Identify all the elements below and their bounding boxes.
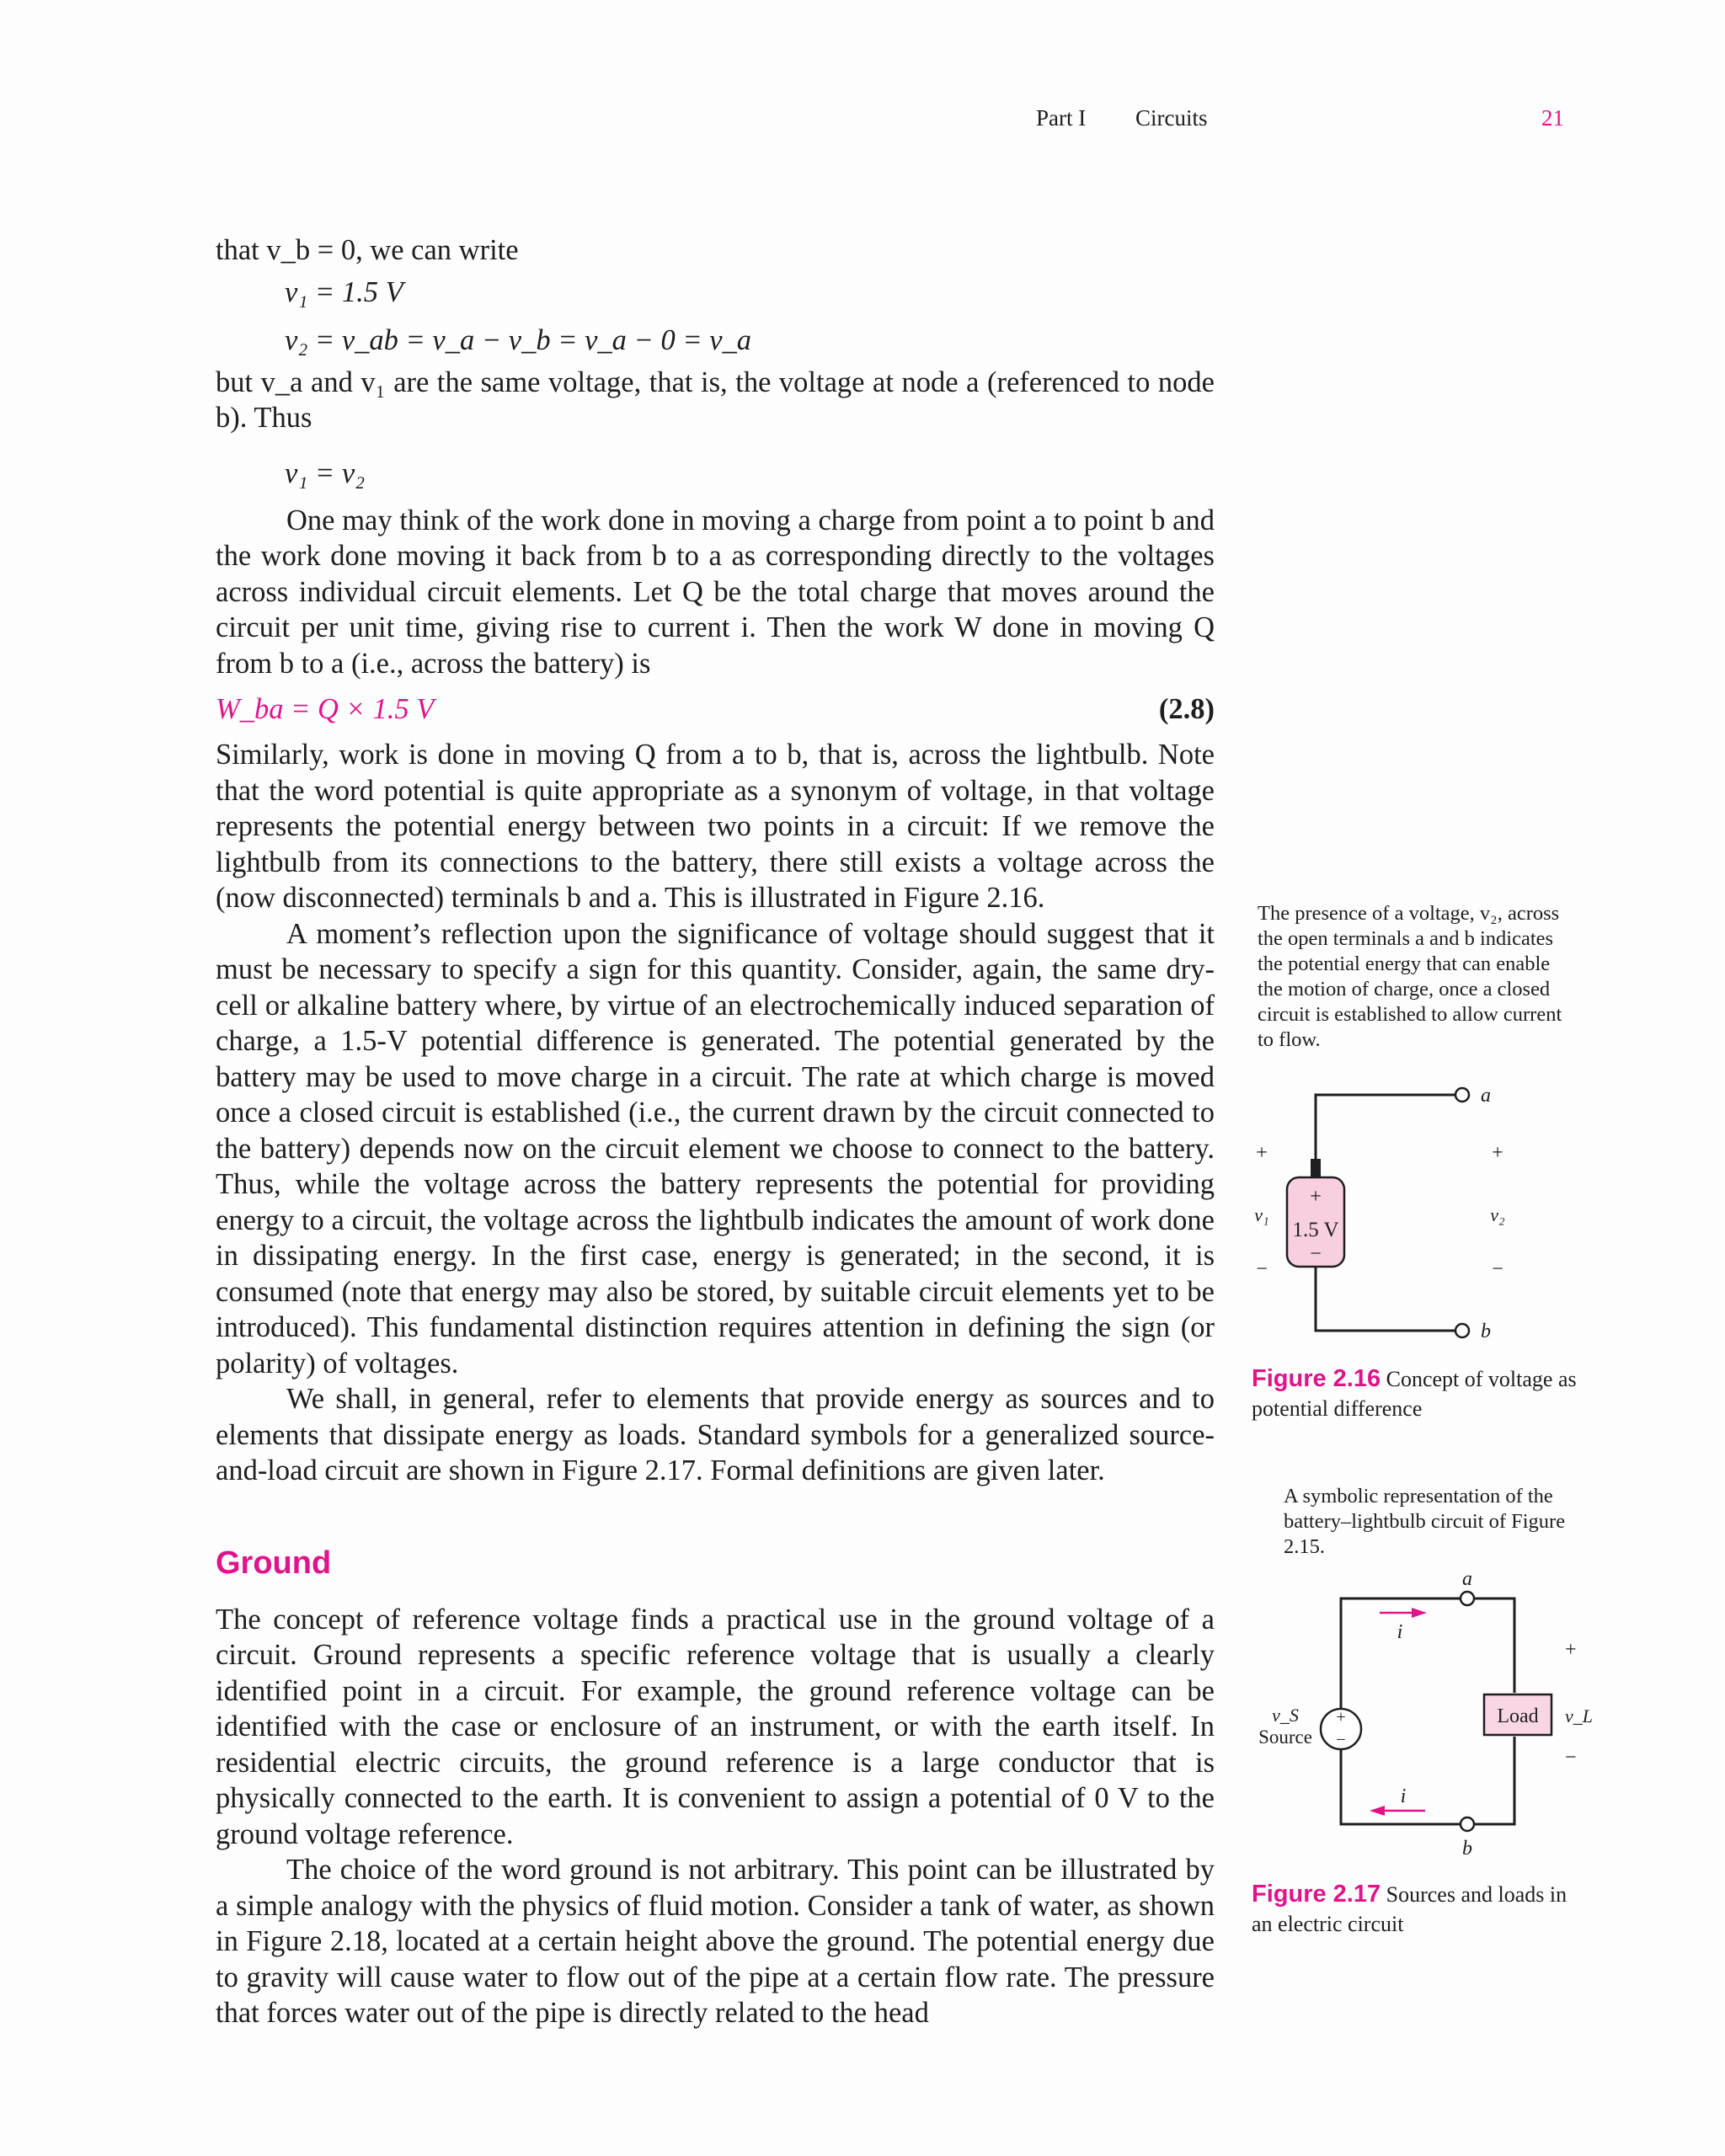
equation-block-2 [216, 450, 1215, 498]
v1-minus: − [1256, 1258, 1268, 1280]
paragraph-ground: The concept of reference voltage finds a practical use in the ground voltage of a circuit. Ground represents a specific reference voltage that is usually a clearly identified point in a circuit. For example, the ground reference voltage can be identified with the case or enclosure of an instrument, or with the earth itself. In residential electric circuits, the ground reference is a large conductor that is physically connected to the earth. It is convenient to assign a potential of 0 V to the ground voltage reference. [216, 1603, 1215, 1850]
v2-minus: − [1492, 1258, 1503, 1280]
source-symbol: v_S [1272, 1705, 1299, 1726]
equation-2-8 [216, 681, 1215, 737]
wire-bottom-right [1474, 1737, 1514, 1824]
figure-2-16-diagram [1238, 1070, 1617, 1356]
current-arrowhead-top [1412, 1608, 1427, 1618]
part-label: Part I [1036, 105, 1087, 131]
source-label: Source [1258, 1726, 1312, 1748]
current-arrowhead-bottom [1370, 1806, 1385, 1816]
battery-plus: + [1310, 1186, 1322, 1208]
node-b-circle [1461, 1817, 1474, 1831]
wire-bottom [1316, 1262, 1455, 1331]
figure-2-16-label: Figure 2.16 [1252, 1365, 1381, 1392]
load-voltage-plus: + [1565, 1639, 1577, 1661]
current-label-top: i [1397, 1621, 1403, 1643]
paragraph-moment: A moment’s reflection upon the significance of voltage should suggest that it must be necessary to specify a sign for this quantity. Consider, again, the same dry-cell or alkaline battery where, by virtue of an electrochemically induced separation of charge, a 1.5-V potential difference is generated. The potential generated by the battery may be used to move charge in a circuit. The rate at which charge is moved once a closed circuit is established (i.e., the current drawn by the circuit connected to the battery) depends now on the circuit element we choose to connect to the battery. Thus, while the voltage across the battery represents the potential for providing energy to a circuit, the voltage across the lightbulb indicates the amount of work done in dissipating energy. In the first case, energy is generated; in the second, it is consumed (note that energy may also be stored, by suitable circuit elements yet to be introduced). This fundamental distinction requires attention in defining the sign (or polarity) of voltages. [216, 917, 1215, 1380]
main-text-column [216, 232, 1215, 2031]
figure-2-17-diagram [1238, 1558, 1609, 1870]
v2-label: v₂ [1490, 1204, 1505, 1225]
terminal-b-circle [1455, 1324, 1469, 1337]
source-minus: − [1336, 1731, 1346, 1749]
page-number: 21 [1541, 105, 1564, 131]
paragraph-but: but v_a and v₁ are the same voltage, that is, the voltage at node a (referenced to node b). Thus [216, 366, 1215, 434]
side-note-figure-2-17: A symbolic representation of the battery–lightbulb circuit of Figure 2.15. [1284, 1485, 1566, 1558]
battery-minus: − [1310, 1243, 1322, 1265]
equation-block [216, 269, 1215, 365]
node-a-circle [1461, 1592, 1474, 1605]
figure-2-17-caption [1252, 1880, 1589, 1939]
paragraph-similarly: Similarly, work is done in moving Q from a to b, that is, across the lightbulb. Note that the word potential is quite appropriate as a synonym of voltage, in that voltage represents the potential energy between two points in a circuit: If we remove the lightbulb from its connections to the battery, there still exists a voltage across the (now disconnected) terminals b and a. This is illustrated in Figure 2.16. [216, 739, 1215, 914]
load-voltage-label: v_L [1565, 1705, 1593, 1726]
equation-work: W_ba = Q × 1.5 V [216, 692, 435, 725]
source-plus: + [1336, 1708, 1346, 1726]
running-head [1036, 105, 1207, 131]
figure-2-16-caption-text: Concept of voltage as potential difference [1252, 1367, 1577, 1421]
node-a-label: a [1462, 1568, 1472, 1590]
equation-v1: v₁ = 1.5 V [285, 275, 403, 308]
terminal-a-circle [1455, 1088, 1469, 1102]
load-label: Load [1497, 1705, 1539, 1727]
terminal-b-label: b [1481, 1321, 1491, 1342]
figure-2-16-caption [1252, 1364, 1589, 1423]
equation-v2: v₂ = v_ab = v_a − v_b = v_a − 0 = v_a [285, 323, 752, 356]
figure-2-17-label: Figure 2.17 [1252, 1881, 1381, 1908]
wire-top-right [1474, 1598, 1514, 1693]
equation-v1-equals-v2: v₁ = v₂ [285, 456, 366, 489]
load-voltage-minus: − [1565, 1747, 1577, 1769]
equation-number: (2.8) [1158, 692, 1215, 725]
v2-plus: + [1492, 1142, 1503, 1164]
v1-plus: + [1256, 1142, 1268, 1164]
figure-2-17-caption-text: Sources and loads in an electric circuit [1252, 1882, 1567, 1936]
section-heading-ground: Ground [216, 1545, 332, 1581]
node-b-label: b [1462, 1838, 1472, 1860]
v1-label: v₁ [1254, 1204, 1269, 1225]
battery-voltage-label: 1.5 V [1292, 1219, 1339, 1241]
current-label-bottom: i [1400, 1785, 1407, 1807]
paragraph-choice: The choice of the word ground is not arbitrary. This point can be illustrated by a simple analogy with the physics of fluid motion. Consider a tank of water, as shown in Figure 2.18, located at a certain height above the ground. The potential energy due to gravity will cause water to flow out of the pipe at a certain flow rate. The pressure that forces water out of the pipe is directly related to the head [216, 1854, 1215, 2029]
section-label: Circuits [1135, 105, 1208, 131]
intro-line: that v_b = 0, we can write [216, 234, 519, 266]
wire-top-left [1341, 1598, 1461, 1710]
paragraph-sources: We shall, in general, refer to elements that provide energy as sources and to elements that dissipate energy as loads. Standard symbols for a generalized source-and-load circuit are shown in Figure 2.17. Formal definitions are given later. [216, 1383, 1215, 1486]
battery-cap [1311, 1159, 1321, 1179]
terminal-a-label: a [1481, 1085, 1491, 1107]
paragraph-work: One may think of the work done in moving a charge from point a to point b and the work done moving it back from b to a as corresponding directly to the voltages across individual circuit elements. Let Q be the total charge that moves around the circuit per unit time, giving rise to current i. Then the work W done in moving Q from b to a (i.e., across the battery) is [216, 504, 1215, 680]
side-note-figure-2-16: The presence of a voltage, v₂, across the open terminals a and b indicates the potential energy that can enable the motion of charge, once a closed circuit is established to allow current to flow. [1258, 902, 1562, 1051]
